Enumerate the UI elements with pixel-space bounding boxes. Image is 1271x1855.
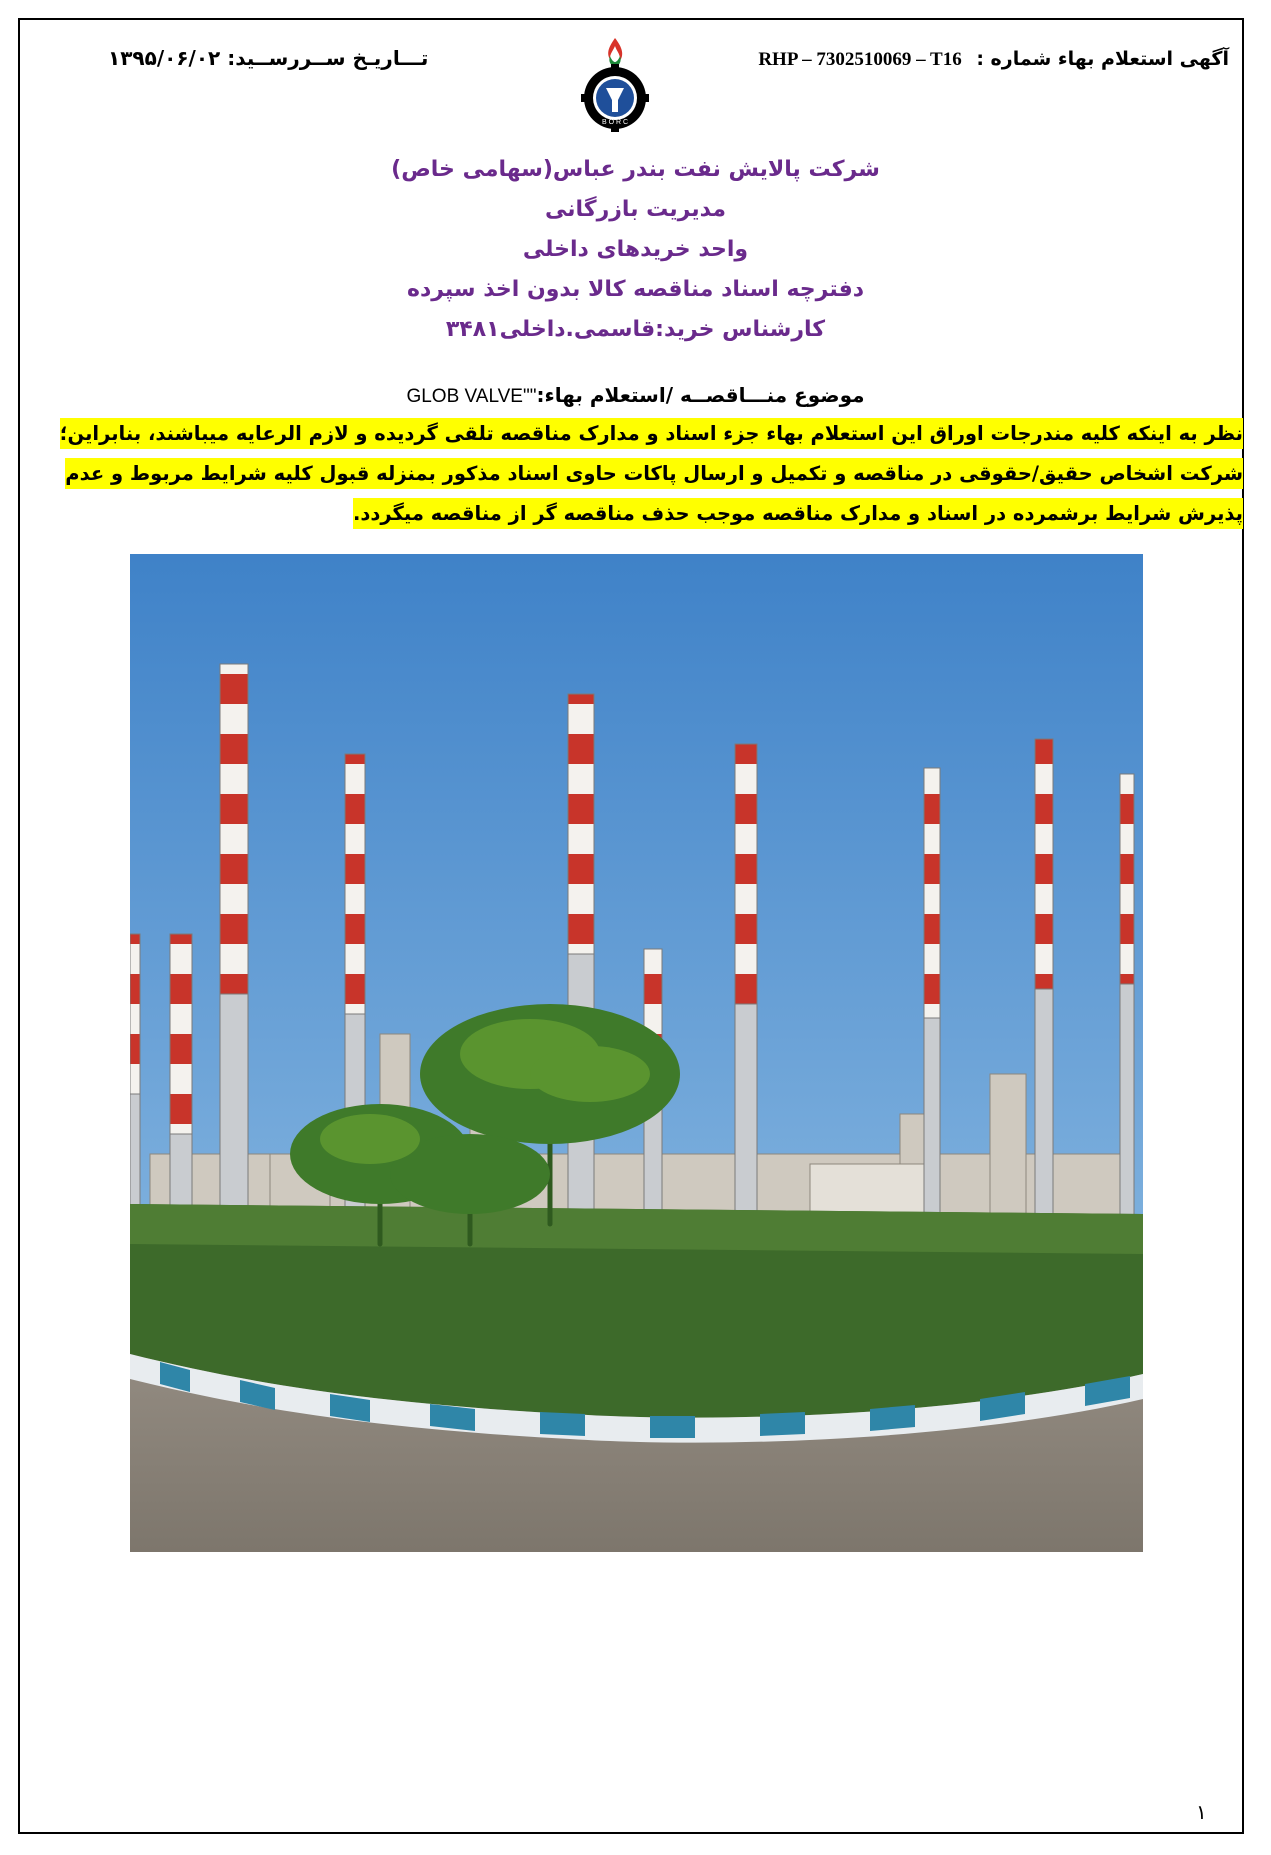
subject-value: ""GLOB VALVE [406, 386, 537, 407]
page-number: ۱ [1196, 1800, 1207, 1824]
subject-label: موضوع منـــاقصــه /استعلام بهاء: [536, 383, 865, 407]
notice-line: نظر به اینکه کلیه مندرجات اوراق این استعلام بهاء جزء اسناد و مدارک مناقصه تلقی گردیده و لازم الرعایه میباشند، بنابراین؛ [60, 418, 1243, 449]
notice-number-header [758, 48, 1229, 71]
titles-block [0, 150, 1271, 350]
document-type: دفترچه اسناد مناقصه کالا بدون اخذ سپرده [406, 277, 865, 302]
due-date-value: ۱۳۹۵/۰۶/۰۲ [108, 46, 221, 70]
subject-line [0, 380, 1271, 410]
refinery-logo [564, 34, 666, 134]
notice-paragraph [58, 414, 1243, 534]
due-date-label: تـــاریـخ ســرر‌ســید: [227, 46, 429, 70]
notice-line: شرکت اشخاص حقیق/حقوقی در مناقصه و تکمیل و ارسال پاکات حاوی اسناد مذکور بمنزله قبول کلیه شرایط مربوط و عدم [65, 458, 1243, 489]
notice-number-label: آگهی استعلام بهاء شماره : [976, 48, 1229, 70]
company-name: شرکت پالایش نفت بندر عباس(سهامی خاص) [391, 157, 880, 182]
purchase-expert: کارشناس خرید:قاسمی.داخلی۳۴۸۱ [445, 317, 826, 342]
department-name: مدیریت بازرگانی [545, 197, 726, 222]
refinery-photo [130, 554, 1143, 1552]
notice-line: پذیرش شرایط برشمرده در اسناد و مدارک مناقصه موجب حذف مناقصه گر از مناقصه میگردد. [353, 498, 1243, 529]
svg-text:B O R C: B O R C [601, 119, 629, 126]
unit-name: واحد خریدهای داخلی [522, 237, 749, 262]
due-date-header [108, 46, 428, 70]
reference-number: RHP – 7302510069 – T16 [758, 49, 962, 70]
